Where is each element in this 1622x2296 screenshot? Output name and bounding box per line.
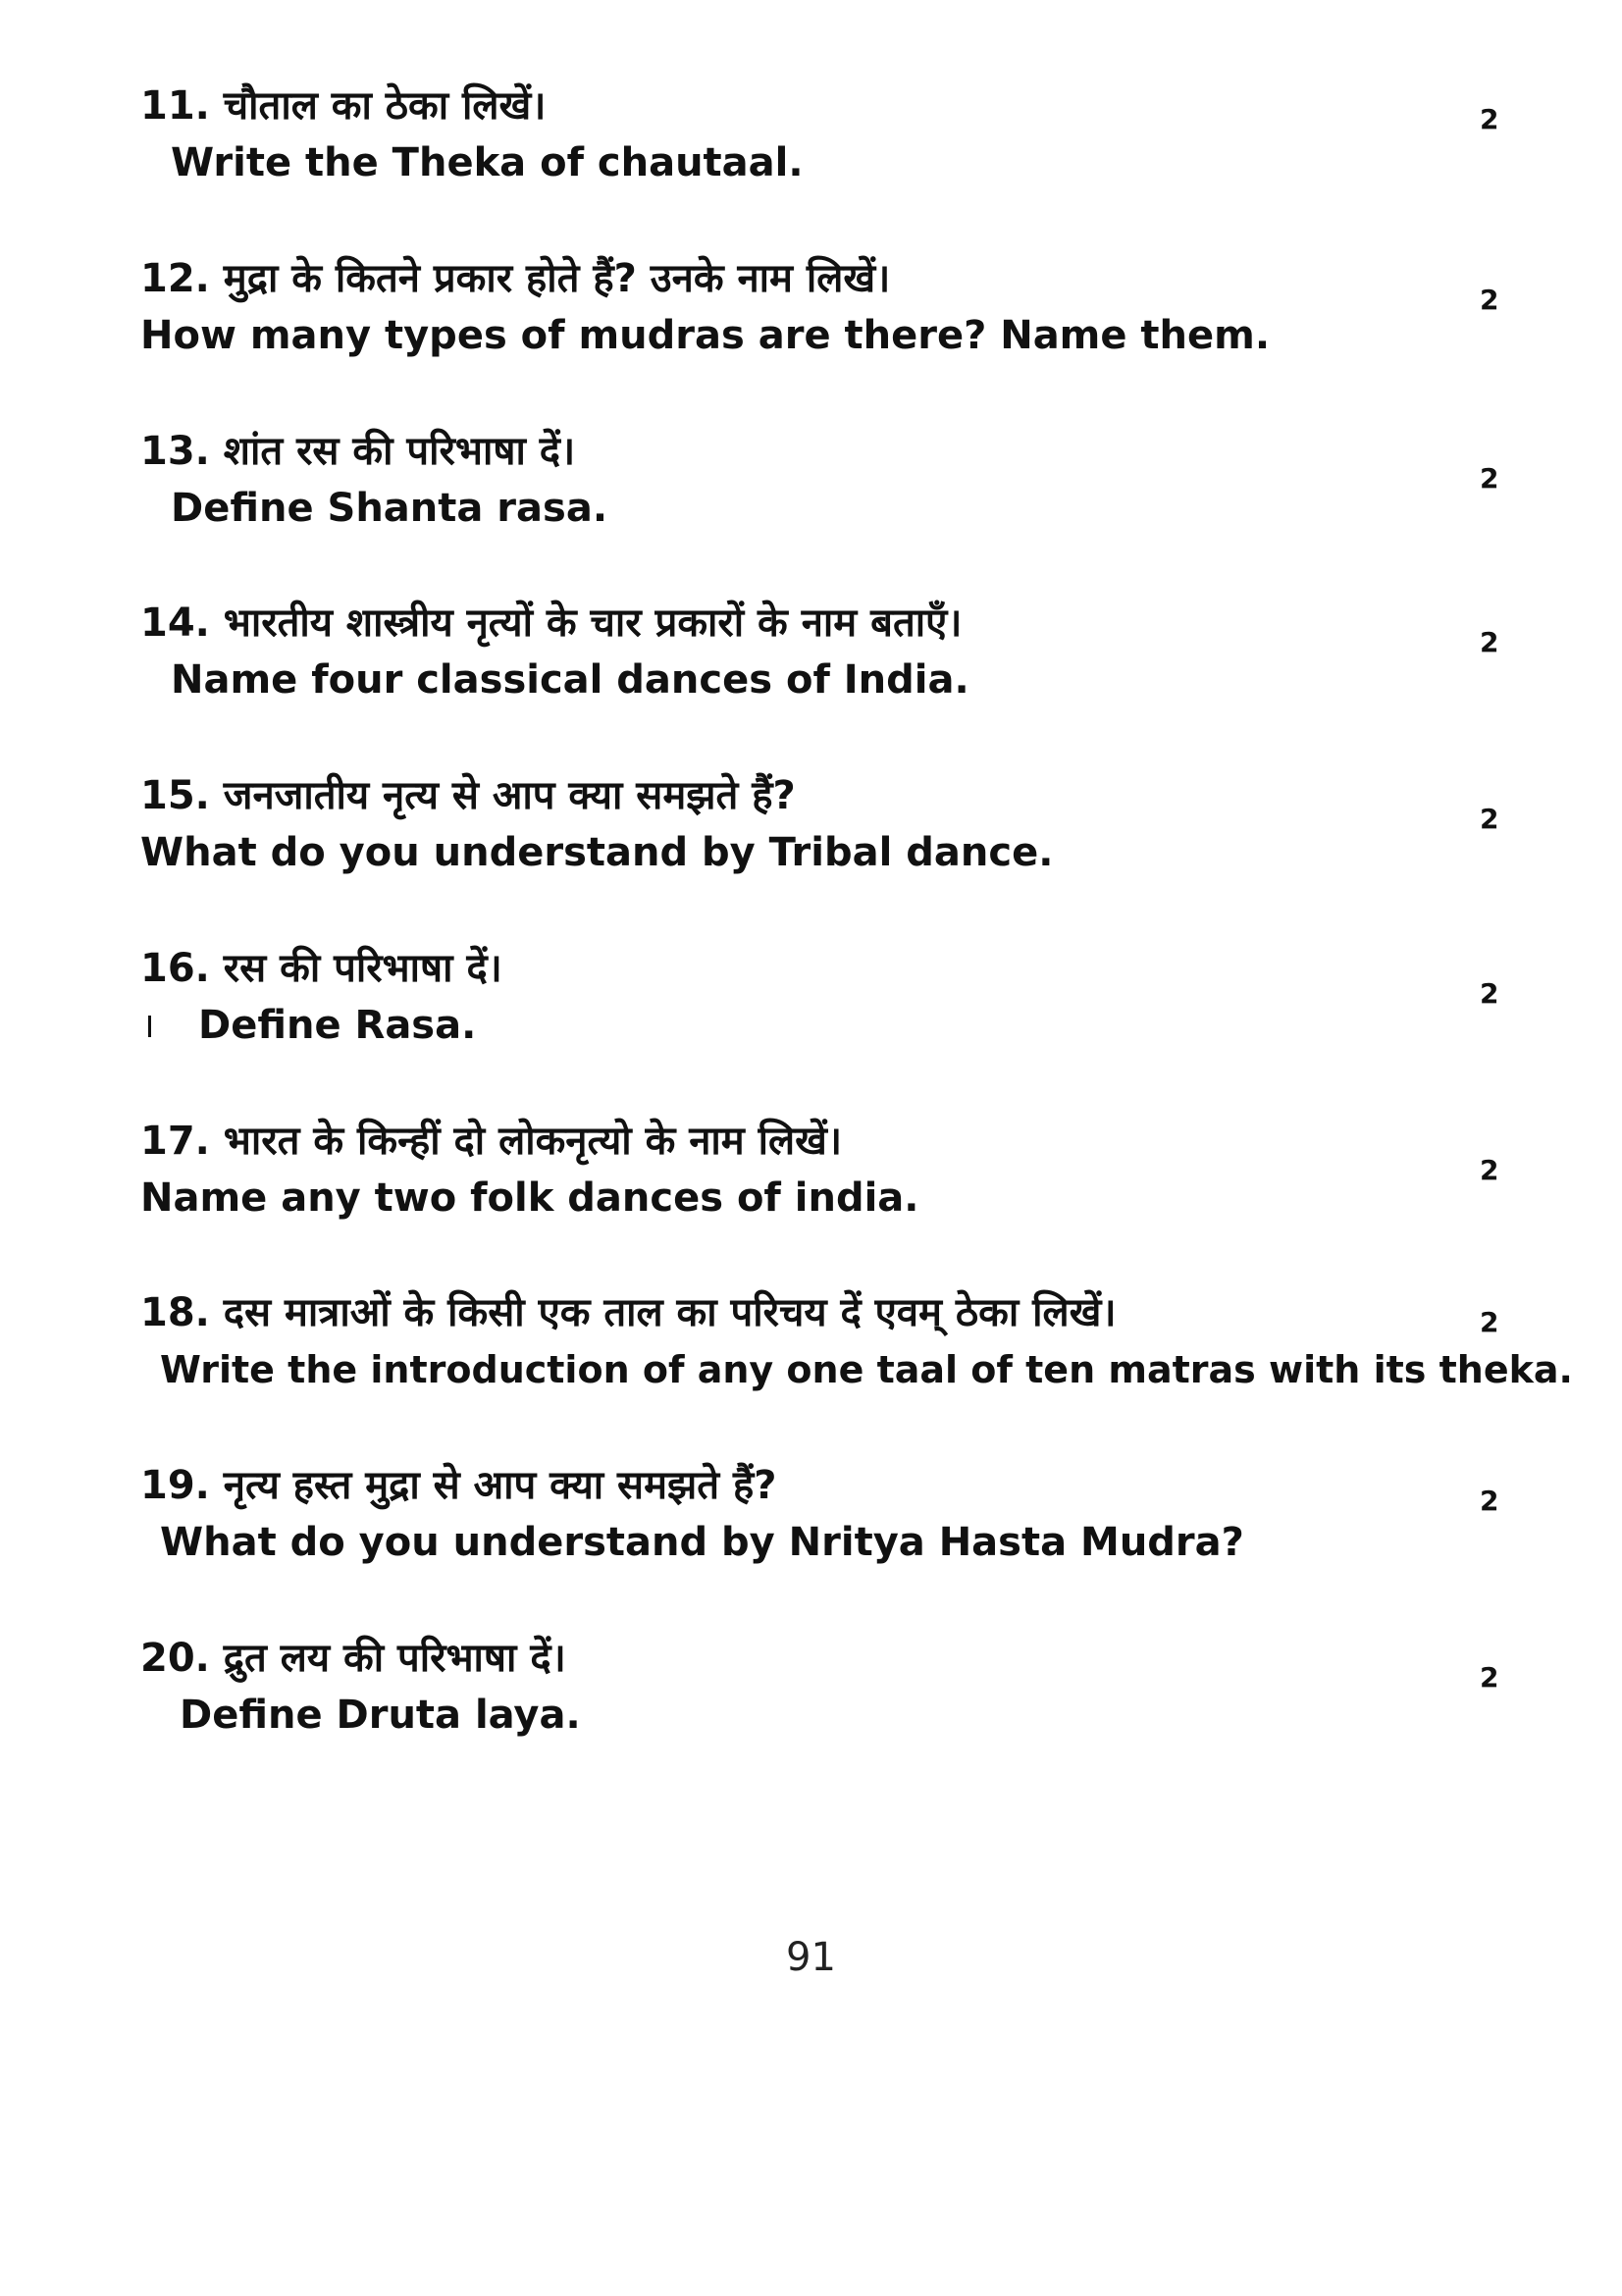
question-19 — [0, 1460, 1622, 1597]
question-14-marks: 2 — [1480, 626, 1499, 658]
question-12-hindi: 12. मुद्रा के कितने प्रकार होते हैं? उनके नाम लिखें। — [140, 256, 891, 301]
question-17-english: Name any two folk dances of india. — [140, 1175, 919, 1221]
question-17 — [0, 1116, 1622, 1253]
question-15 — [0, 770, 1622, 908]
question-20-english: Define Druta laya. — [180, 1693, 581, 1738]
question-11-english: Write the Theka of chautaal. — [171, 140, 804, 185]
question-16-english: Define Rasa. — [198, 1003, 477, 1048]
question-16-marks: 2 — [1480, 977, 1499, 1010]
question-13 — [0, 426, 1622, 563]
question-16 — [0, 943, 1622, 1080]
stray-bar-mark — [148, 1016, 151, 1037]
question-17-marks: 2 — [1480, 1154, 1499, 1186]
page-number: 91 — [786, 1935, 836, 1980]
question-13-marks: 2 — [1480, 462, 1499, 495]
question-11-hindi: 11. चौताल का ठेका लिखें। — [140, 83, 547, 129]
question-15-marks: 2 — [1480, 803, 1499, 835]
question-13-hindi: 13. शांत रस की परिभाषा दें। — [140, 429, 576, 474]
question-17-hindi: 17. भारत के किन्हीं दो लोकनृत्यो के नाम लिखें। — [140, 1119, 842, 1164]
question-20-hindi: 20. द्रुत लय की परिभाषा दें। — [140, 1636, 566, 1681]
question-19-hindi: 19. नृत्य हस्त मुद्रा से आप क्या समझते हैं? — [140, 1463, 777, 1508]
question-12 — [0, 253, 1622, 391]
question-18-english: Write the introduction of any one taal of ten matras with its theka. — [160, 1348, 1573, 1391]
question-11 — [0, 80, 1622, 218]
question-13-english: Define Shanta rasa. — [171, 486, 608, 531]
question-12-marks: 2 — [1480, 284, 1499, 316]
question-14-english: Name four classical dances of India. — [171, 657, 969, 703]
question-19-english: What do you understand by Nritya Hasta Mudra? — [160, 1520, 1244, 1565]
question-15-english: What do you understand by Tribal dance. — [140, 830, 1054, 875]
question-14-hindi: 14. भारतीय शास्त्रीय नृत्यों के चार प्रकारों के नाम बताएँ। — [140, 600, 963, 646]
question-16-hindi: 16. रस की परिभाषा दें। — [140, 946, 502, 991]
question-18-marks: 2 — [1480, 1306, 1499, 1338]
question-18 — [0, 1287, 1622, 1425]
question-20-marks: 2 — [1480, 1661, 1499, 1694]
question-11-marks: 2 — [1480, 103, 1499, 135]
question-14 — [0, 598, 1622, 735]
question-18-hindi: 18. दस मात्राओं के किसी एक ताल का परिचय दें एवम् ठेका लिखें। — [140, 1290, 1117, 1335]
question-19-marks: 2 — [1480, 1485, 1499, 1517]
question-15-hindi: 15. जनजातीय नृत्य से आप क्या समझते हैं? — [140, 773, 796, 818]
question-20 — [0, 1633, 1622, 1770]
question-12-english: How many types of mudras are there? Name them. — [140, 313, 1271, 358]
